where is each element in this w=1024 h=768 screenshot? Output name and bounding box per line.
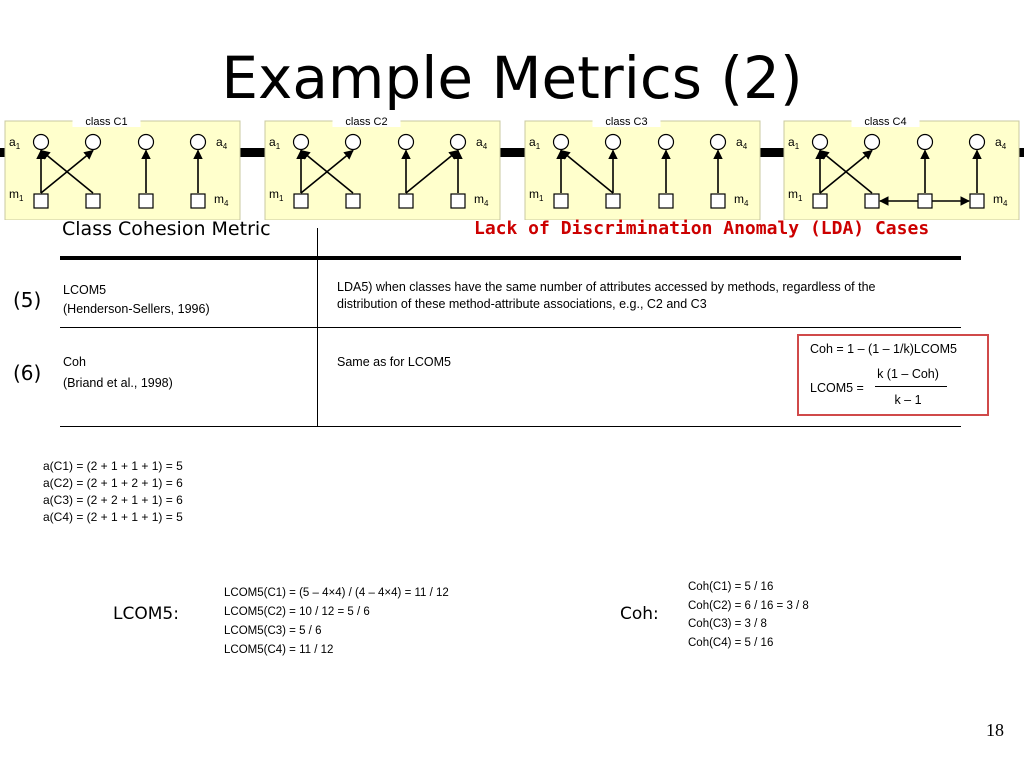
method-node	[451, 194, 465, 208]
method-node	[554, 194, 568, 208]
method-label-m1: $m_1$	[269, 187, 284, 203]
attribute-node	[554, 135, 569, 150]
method-label-m4: $m_4$	[993, 192, 1008, 208]
attribute-node	[399, 135, 414, 150]
class-label: class C4	[864, 116, 907, 128]
row-label-5: (5)	[13, 288, 42, 312]
class-diagram-4	[784, 114, 1019, 220]
method-node	[294, 194, 308, 208]
method-label-m4: $m_4$	[474, 192, 489, 208]
a-value-c3: a(C3) = (2 + 2 + 1 + 1) = 6	[43, 493, 183, 507]
page-number: 18	[986, 720, 1004, 740]
attribute-node	[191, 135, 206, 150]
method-node	[813, 194, 827, 208]
attribute-label-a4: $a_4$	[995, 135, 1007, 151]
method-label-m1: $m_1$	[788, 187, 803, 203]
slide-title: Example Metrics (2)	[221, 44, 803, 112]
class-label: class C1	[85, 116, 128, 128]
attribute-node	[711, 135, 726, 150]
method-label-m1: $m_1$	[9, 187, 24, 203]
attribute-label-a1: $a_1$	[529, 135, 541, 151]
class-boxes	[5, 114, 1019, 220]
lcom5-numerator: k (1 – Coh)	[877, 367, 939, 381]
method-node	[711, 194, 725, 208]
class-diagrams	[0, 108, 1024, 220]
coh-values-list	[688, 578, 809, 652]
method-label-m4: $m_4$	[734, 192, 749, 208]
class-label: class C3	[605, 116, 648, 128]
attribute-node	[865, 135, 880, 150]
method-node	[346, 194, 360, 208]
method-node	[865, 194, 879, 208]
table-row-divider	[60, 327, 961, 328]
method-node	[970, 194, 984, 208]
attribute-node	[970, 135, 985, 150]
attribute-label-a1: $a_1$	[9, 135, 21, 151]
method-node	[659, 194, 673, 208]
attribute-node	[34, 135, 49, 150]
lda5-case-line1: LDA5) when classes have the same number of attributes accessed by methods, regardless of the	[337, 280, 876, 294]
method-node	[191, 194, 205, 208]
lcom5-label: LCOM5:	[113, 604, 179, 624]
a-values-list	[43, 458, 183, 526]
attribute-label-a4: $a_4$	[736, 135, 748, 151]
class-label: class C2	[345, 116, 388, 128]
method-node	[606, 194, 620, 208]
header-lda-cases: Lack of Discrimination Anomaly (LDA) Cases	[474, 218, 930, 239]
attribute-label-a1: $a_1$	[788, 135, 800, 151]
attribute-node	[451, 135, 466, 150]
attribute-node	[659, 135, 674, 150]
table-top-rule	[60, 256, 961, 260]
method-node	[918, 194, 932, 208]
row-label-6: (6)	[13, 361, 42, 385]
method-label-m1: $m_1$	[529, 187, 544, 203]
class-diagram-1	[5, 114, 240, 220]
attribute-label-a1: $a_1$	[269, 135, 281, 151]
method-label-m4: $m_4$	[214, 192, 229, 208]
lcom5-denominator: k – 1	[894, 393, 922, 407]
class-diagram-3	[525, 114, 760, 220]
formula-box	[797, 334, 989, 416]
header-class-cohesion-metric: Class Cohesion Metric	[62, 218, 271, 240]
coh-value-c3: Coh(C3) = 3 / 8	[688, 618, 767, 630]
method-node	[399, 194, 413, 208]
lcom5-value-c4: LCOM5(C4) = 11 / 12	[224, 644, 334, 656]
a-value-c1: a(C1) = (2 + 1 + 1 + 1) = 5	[43, 459, 183, 473]
attribute-node	[918, 135, 933, 150]
attribute-node	[346, 135, 361, 150]
attribute-node	[139, 135, 154, 150]
table-bottom-rule	[60, 426, 961, 427]
lcom5-value-c1: LCOM5(C1) = (5 – 4×4) / (4 – 4×4) = 11 / 12	[224, 587, 449, 599]
coh-value-c4: Coh(C4) = 5 / 16	[688, 636, 774, 649]
method-node	[139, 194, 153, 208]
class-diagram-2	[265, 114, 500, 220]
method-node	[34, 194, 48, 208]
lcom5-formula-label: LCOM5 =	[810, 381, 864, 395]
lcom5-value-c2: LCOM5(C2) = 10 / 12 = 5 / 6	[224, 606, 370, 618]
attribute-node	[86, 135, 101, 150]
a-value-c2: a(C2) = (2 + 1 + 2 + 1) = 6	[43, 476, 183, 490]
coh-value-c1: Coh(C1) = 5 / 16	[688, 581, 774, 593]
attribute-label-a4: $a_4$	[216, 135, 228, 151]
coh-value-c2: Coh(C2) = 6 / 16 = 3 / 8	[688, 599, 809, 612]
fraction-bar	[875, 386, 947, 387]
method-node	[86, 194, 100, 208]
attribute-label-a4: $a_4$	[476, 135, 488, 151]
metric-ref-briand: (Briand et al., 1998)	[63, 376, 173, 390]
lcom5-value-c3: LCOM5(C3) = 5 / 6	[224, 625, 322, 637]
metric-name-lcom5: LCOM5	[63, 283, 107, 297]
lcom5-values-list	[224, 584, 449, 660]
coh-formula: Coh = 1 – (1 – 1/k)LCOM5	[810, 342, 957, 356]
a-value-c4: a(C4) = (2 + 1 + 1 + 1) = 5	[43, 510, 183, 524]
lda5-case-line2: distribution of these method-attribute associations, e.g., C2 and C3	[337, 297, 707, 311]
coh-label: Coh:	[620, 604, 659, 624]
metric-ref-henderson: (Henderson-Sellers, 1996)	[63, 302, 210, 316]
attribute-node	[813, 135, 828, 150]
attribute-node	[606, 135, 621, 150]
metric-name-coh: Coh	[63, 355, 86, 369]
coh-case-line1: Same as for LCOM5	[337, 355, 451, 369]
attribute-node	[294, 135, 309, 150]
